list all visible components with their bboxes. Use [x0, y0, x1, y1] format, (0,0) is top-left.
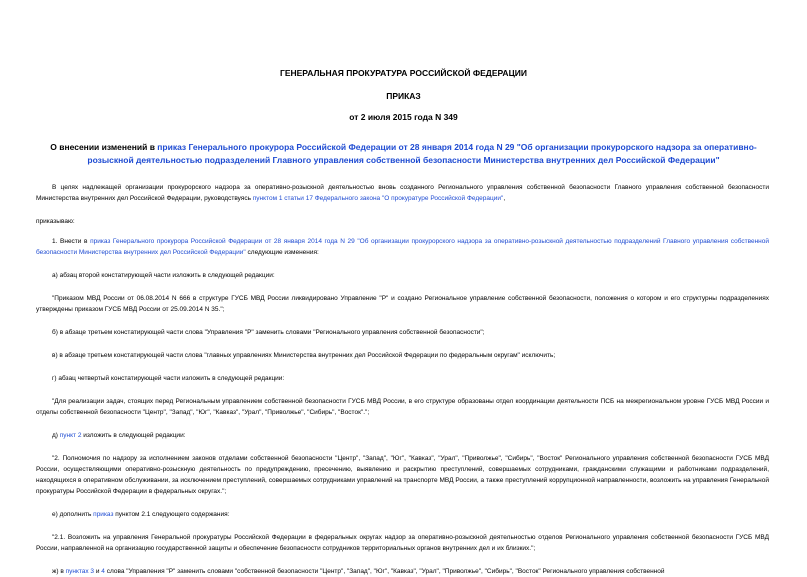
paragraph-zh — [36, 566, 769, 577]
zh-mid: и — [94, 568, 102, 575]
item1-prefix: 1. Внести в — [52, 238, 91, 245]
d-suffix: изложить в следующей редакции: — [81, 432, 186, 439]
title-link[interactable]: приказ Генерального прокурора Российской Федерации от 28 января 2014 года N 29 "Об организации прокурорского надзора за оперативно-розыскной деятельностью подразделений Главного управления собственной безопасности Министерства внутренних дел Российской Федерации" — [87, 142, 757, 165]
paragraph-e — [36, 509, 769, 520]
paragraph-preamble — [36, 182, 769, 204]
order-link[interactable]: приказ Генерального прокурора Российской Федерации от 28 января 2014 года N 29 "Об организации прокурорского надзора за оперативно-розыскной деятельностью подразделений Главного управления собственной безопасности Министерства внутренних дел Российской Федерации" — [36, 238, 769, 256]
title-prefix: О внесении изменений в — [50, 142, 158, 152]
paragraph-a: а) абзац второй констатирующей части изложить в следующей редакции: — [52, 272, 275, 279]
paragraph-a-text: "Приказом МВД России от 06.08.2014 N 666 в структуре ГУСБ МВД России ликвидировано Управление "Р" и создано Региональное управление собственной безопасности, положения о котором и его структурны подразделениях утверждены приказом ГУСБ МВД России от 25.09.2014 N 35."; — [36, 295, 769, 313]
paragraph-b: б) в абзаце третьем констатирующей части слова "Управления "Р" заменить словами "Регионального управления собственной безопасности"; — [52, 329, 485, 336]
item1-suffix: следующие изменения: — [245, 249, 319, 256]
point-2-link[interactable]: пункт 2 — [59, 432, 82, 439]
organization-heading: ГЕНЕРАЛЬНАЯ ПРОКУРАТУРА РОССИЙСКОЙ ФЕДЕРАЦИИ — [280, 68, 527, 78]
paragraph-order: приказываю: — [36, 218, 75, 225]
d-prefix: д) — [52, 432, 60, 439]
document-type-heading: ПРИКАЗ — [386, 91, 421, 101]
paragraph-item-1 — [36, 236, 769, 258]
law-link[interactable]: пунктом 1 статьи 17 Федерального закона "О прокуратуре Российской Федерации" — [252, 195, 504, 202]
paragraph-g-text: "Для реализации задач, стоящих перед Региональным управлением собственной безопасности ГУСБ МВД России, в его структуре образованы отдел координации деятельности ПСБ на межрегиональном уровне ГУСБ МВД России и отделы собственной безопасности "Центр", "Запад", "Юг", "Кавказ", "Урал", "Приволжье", "Сибирь", "Восток"."; — [36, 398, 769, 416]
paragraph-g: г) абзац четвертый констатирующей части изложить в следующей редакции: — [52, 375, 285, 382]
paragraph-e-text: "2.1. Возложить на управления Генеральной прокуратуры Российской Федерации в федеральных округах надзор за оперативно-розыскной деятельностью отделов Регионального управления собственной безопасности ГУСБ МВД России, направленной на организацию государственной защиты и обеспечение безопасности сотрудников территориальных органов внутренних дел и их близких."; — [36, 534, 769, 552]
point-4-link[interactable]: 4 — [101, 568, 105, 575]
document-body — [36, 182, 769, 577]
zh-prefix: ж) в — [52, 568, 66, 575]
paragraph-d-text: "2. Полномочия по надзору за исполнением законов отделами собственной безопасности "Центр", "Запад", "Юг", "Кавказ", "Урал", "Приволжье", "Сибирь", "Восток" Регионального управления собственной безопасности ГУСБ МВД России, осуществляющими оперативно-розыскную деятельность по предупреждению, пресечению, выявлению и раскрытию преступлений, совершаемых сотрудниками, гражданскими служащими и работниками подразделений, находящихся в оперативном обслуживании, за исключением преступлений, совершаемых сотрудниками управлений на транспорте МВД России, а также преступлений коррупционной направленности, возложить на управления Генеральной прокуратуры Российской Федерации в федеральных округах."; — [36, 455, 769, 495]
preamble-text: В целях надлежащей организации прокурорского надзора за оперативно-розыскной деятельностью вновь созданного Регионального управления собственной безопасности Главного управления собственной безопасности Министерства внутренних дел Российской Федерации, руководствуясь — [36, 184, 769, 202]
paragraph-d — [36, 430, 769, 441]
points-3-link[interactable]: пунктах 3 — [65, 568, 95, 575]
e-prefix: е) дополнить — [52, 511, 94, 518]
paragraph-v: в) в абзаце третьем констатирующей части слова "главных управлениях Министерства внутренних дел Российской Федерации по федеральным округам" исключить; — [52, 352, 556, 359]
document-title — [28, 141, 779, 167]
e-suffix: пунктом 2.1 следующего содержания: — [113, 511, 230, 518]
date-number-heading: от 2 июля 2015 года N 349 — [349, 112, 458, 122]
order-short-link[interactable]: приказ — [93, 511, 114, 518]
preamble-end: , — [503, 195, 506, 202]
zh-suffix: слова "Управления "Р" заменить словами "собственной безопасности "Центр", "Запад", "Юг", "Кавказ", "Урал", "Приволжье", "Сибирь", "Восток" Регионального управления собственной — [104, 568, 665, 575]
